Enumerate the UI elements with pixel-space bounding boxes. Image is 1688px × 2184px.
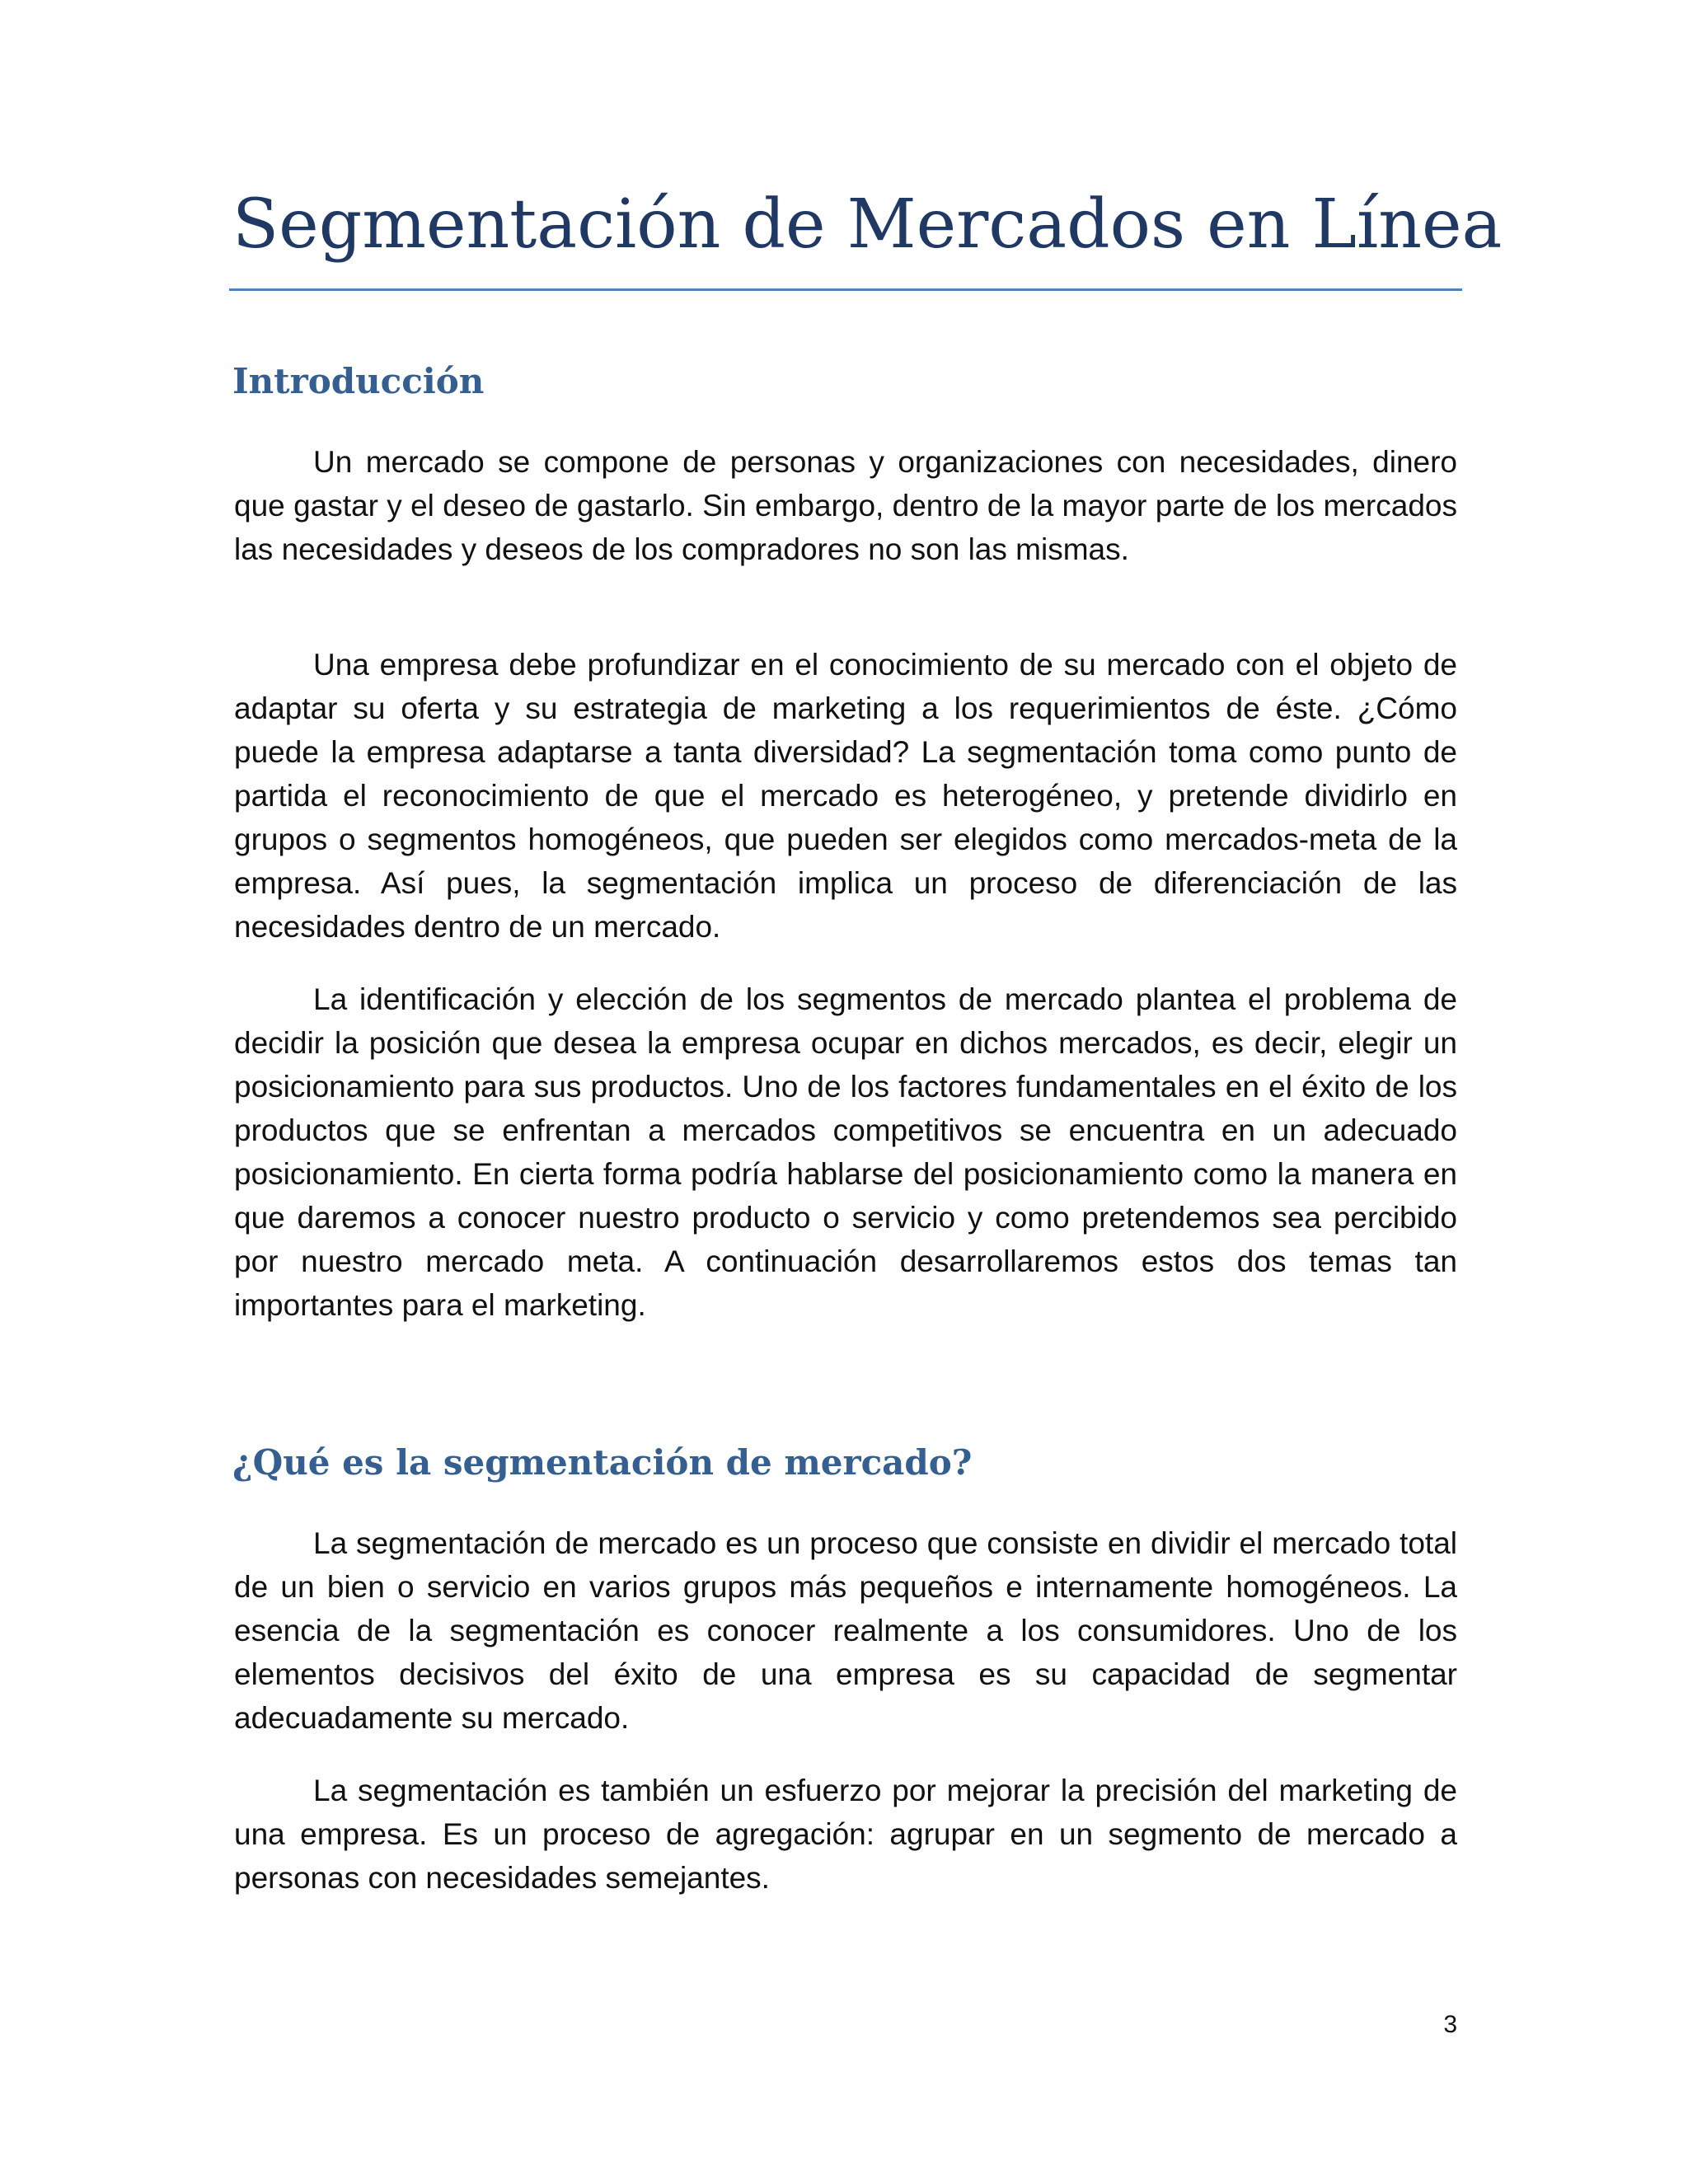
paragraph: La segmentación de mercado es un proceso que consiste en dividir el mercado total de un bien o servicio en varios grupos más pequeños e internamente homogéneos. La esencia de la segmentación es conocer realmente a los consumidores. Uno de los elementos decisivos del éxito de una empresa es su capacidad de segmentar adecuadamente su mercado. — [234, 1526, 1457, 1735]
section-heading-introduccion: Introducción — [232, 361, 485, 401]
section-heading-que-es-segmentacion: ¿Qué es la segmentación de mercado? — [232, 1442, 973, 1483]
page-number: 3 — [1443, 2011, 1457, 2038]
document-title: Segmentación de Mercados en Línea — [232, 185, 1503, 264]
paragraph: La identificación y elección de los segmentos de mercado plantea el problema de decidir la posición que desea la empresa ocupar en dichos mercados, es decir, elegir un posicionamiento para sus productos. Uno de los factores fundamentales en el éxito de los productos que se enfrentan a mercados competitivos se encuentra en un adecuado posicionamiento. En cierta forma podría hablarse del posicionamiento como la manera en que daremos a conocer nuestro producto o servicio y como pretendemos sea percibido por nuestro mercado meta. A continuación desarrollaremos estos dos temas tan importantes para el marketing. — [234, 982, 1457, 1322]
title-underline-rule — [229, 288, 1462, 291]
paragraph: Una empresa debe profundizar en el conocimiento de su mercado con el objeto de adaptar su oferta y su estrategia de marketing a los requerimientos de éste. ¿Cómo puede la empresa adaptarse a tanta diversidad? La segmentación toma como punto de partida el reconocimiento de que el mercado es heterogéneo, y pretende dividirlo en grupos o segmentos homogéneos, que pueden ser elegidos como mercados-meta de la empresa. Así pues, la segmentación implica un proceso de diferenciación de las necesidades dentro de un mercado. — [234, 648, 1457, 944]
paragraph: La segmentación es también un esfuerzo por mejorar la precisión del marketing de una empresa. Es un proceso de agregación: agrupar en un segmento de mercado a personas con necesidades semejantes. — [234, 1774, 1457, 1895]
paragraph: Un mercado se compone de personas y organizaciones con necesidades, dinero que gastar y el deseo de gastarlo. Sin embargo, dentro de la mayor parte de los mercados las necesidades y deseos de los compradores no son las mismas. — [234, 445, 1457, 566]
